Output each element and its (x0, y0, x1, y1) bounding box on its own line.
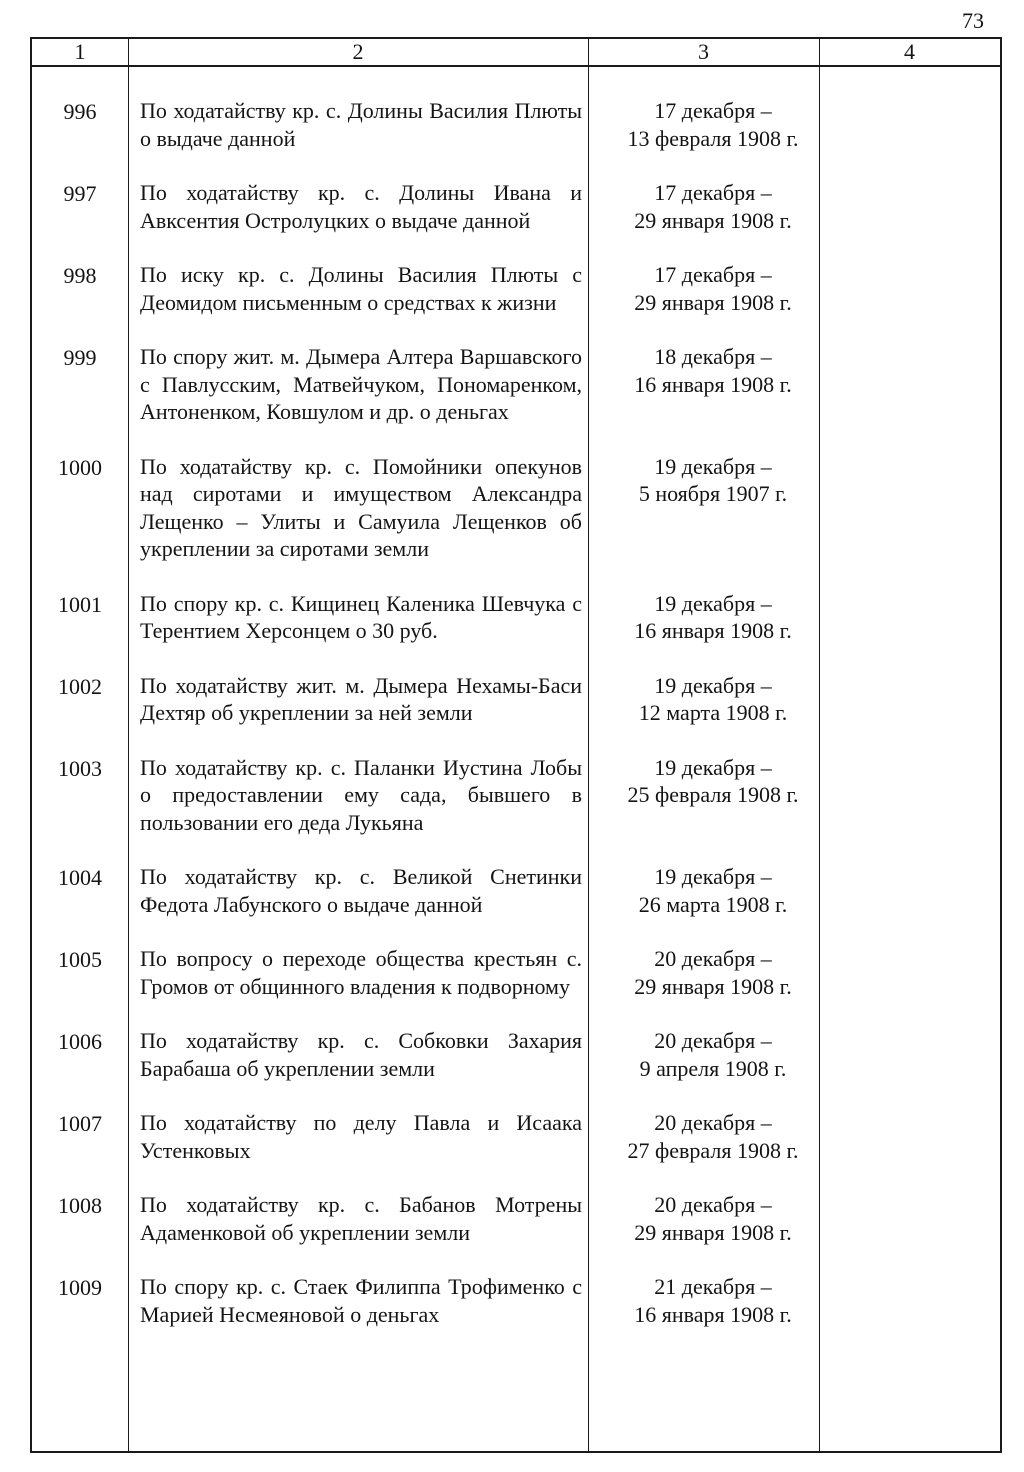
record-description: По спору кр. с. Стаек Филиппа Трофименко с Марией Несмеяновой о деньгах (140, 1274, 582, 1327)
date-start: 19 декабря – (654, 672, 772, 698)
table-row (32, 1191, 1000, 1246)
date-start: 19 декабря – (654, 453, 772, 479)
date-end: 29 января 1908 г. (634, 289, 792, 315)
table-row (32, 453, 1000, 563)
date-end: 9 апреля 1908 г. (639, 1055, 787, 1081)
date-start: 17 декабря – (654, 180, 772, 205)
record-description: По ходатайству кр. с. Долины Василия Плюты о выдаче данной (140, 98, 582, 151)
record-description: По спору жит. м. Дымера Алтера Варшавского с Павлусским, Матвейчуком, Пономаренком, Антоненком, Ковшулом и др. о деньгах (140, 344, 582, 424)
record-number: 999 (63, 345, 97, 370)
record-number: 1003 (58, 755, 102, 781)
archive-table (30, 37, 1002, 1453)
record-number: 1002 (58, 673, 102, 699)
table-row (32, 343, 1000, 426)
record-description: По спору кр. с. Кищинец Каленика Шевчука с Терентием Херсонцем о 30 руб. (140, 590, 582, 643)
table-body (32, 97, 1000, 1328)
date-start: 21 декабря – (654, 1274, 772, 1299)
date-end: 12 марта 1908 г. (638, 700, 788, 725)
date-end: 26 марта 1908 г. (638, 891, 788, 917)
header-col-1: 1 (74, 39, 86, 64)
record-number: 1006 (58, 1029, 102, 1054)
date-end: 13 февраля 1908 г. (627, 125, 799, 151)
page-number: 73 (962, 8, 984, 33)
record-description: По ходатайству кр. с. Великой Снетинки Федота Лабунского о выдаче данной (140, 864, 582, 917)
record-description: По ходатайству кр. с. Помойники опекунов над сиротами и имуществом Александра Лещенко – Улиты и Самуила Лещенков об укреплении за сиротами земли (140, 453, 582, 561)
record-number: 997 (63, 181, 97, 206)
record-dates (600, 672, 826, 727)
header-col-3: 3 (698, 39, 709, 64)
date-end: 16 января 1908 г. (634, 618, 792, 643)
record-dates (600, 453, 826, 508)
date-end: 25 февраля 1908 г. (627, 782, 799, 807)
record-dates (600, 343, 826, 398)
date-start: 19 декабря – (654, 754, 772, 780)
date-end: 29 января 1908 г. (634, 1219, 792, 1245)
record-number: 1005 (58, 947, 102, 972)
record-dates (600, 1109, 826, 1164)
table-row (32, 672, 1000, 727)
record-description: По ходатайству жит. м. Дымера Нехамы-Баси Дехтяр об укреплении за ней земли (140, 672, 582, 725)
date-start: 20 декабря – (654, 946, 772, 971)
record-number: 1009 (58, 1275, 102, 1300)
record-dates (600, 590, 826, 645)
date-end: 27 февраля 1908 г. (627, 1137, 799, 1163)
record-dates (600, 97, 826, 152)
table-row (32, 1109, 1000, 1164)
table-row (32, 1027, 1000, 1082)
record-description: По ходатайству кр. с. Паланки Иустина Лобы о предоставлении ему сада, бывшего в пользовании его деда Лукьяна (140, 754, 582, 835)
header-col-4: 4 (904, 39, 915, 64)
date-start: 18 декабря – (654, 344, 772, 369)
date-end: 16 января 1908 г. (634, 1301, 792, 1327)
record-number: 1007 (58, 1111, 102, 1136)
record-dates (600, 754, 826, 809)
record-number: 998 (63, 263, 97, 288)
date-end: 29 января 1908 г. (634, 973, 792, 999)
record-number: 1001 (58, 591, 102, 617)
date-start: 20 декабря – (654, 1192, 772, 1217)
table-row (32, 179, 1000, 234)
table-row (32, 1273, 1000, 1328)
date-end: 5 ноября 1907 г. (638, 481, 788, 506)
record-dates (600, 179, 826, 234)
record-dates (600, 863, 826, 918)
record-number: 1004 (58, 865, 102, 890)
record-description: По ходатайству по делу Павла и Исаака Устенковых (140, 1110, 582, 1163)
date-start: 17 декабря – (654, 262, 772, 287)
record-description: По ходатайству кр. с. Бабанов Мотрены Адаменковой об укреплении земли (140, 1192, 582, 1245)
date-start: 19 декабря – (654, 864, 772, 889)
record-dates (600, 1273, 826, 1328)
record-description: По иску кр. с. Долины Василия Плюты с Деомидом письменным о средствах к жизни (140, 262, 582, 315)
table-row (32, 590, 1000, 645)
table-row (32, 945, 1000, 1000)
date-start: 20 декабря – (654, 1110, 772, 1135)
record-description: По ходатайству кр. с. Долины Ивана и Авксентия Остролуцких о выдаче данной (140, 180, 582, 233)
record-dates (600, 261, 826, 316)
record-number: 1008 (58, 1193, 102, 1218)
date-start: 19 декабря – (654, 590, 772, 616)
record-description: По ходатайству кр. с. Собковки Захария Барабаша об укреплении земли (140, 1028, 582, 1081)
date-end: 29 января 1908 г. (634, 207, 792, 233)
header-col-2: 2 (352, 39, 364, 64)
record-number: 1000 (58, 454, 102, 480)
table-row (32, 754, 1000, 837)
date-start: 20 декабря – (654, 1028, 772, 1053)
record-dates (600, 1191, 826, 1246)
table-header-row (32, 39, 1000, 67)
record-number: 996 (63, 99, 97, 124)
record-dates (600, 945, 826, 1000)
record-dates (600, 1027, 826, 1082)
table-row (32, 261, 1000, 316)
record-description: По вопросу о переходе общества крестьян с. Громов от общинного владения к подворному (140, 946, 582, 999)
table-row (32, 97, 1000, 152)
date-end: 16 января 1908 г. (634, 371, 792, 397)
date-start: 17 декабря – (654, 98, 772, 123)
table-row (32, 863, 1000, 918)
